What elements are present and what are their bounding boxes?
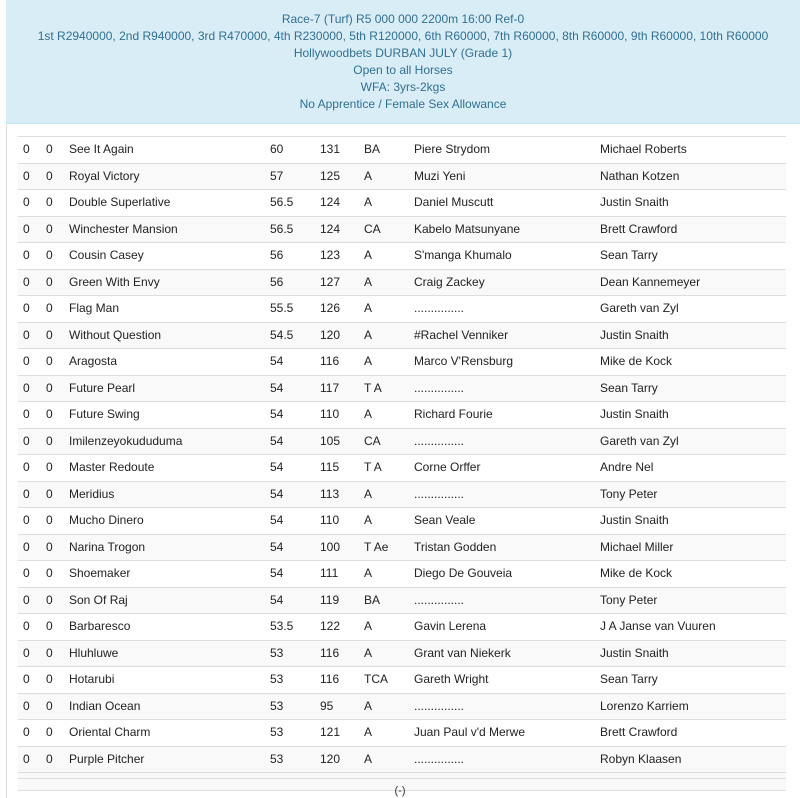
weight-cell: 56	[270, 248, 284, 262]
rating-cell: 117	[320, 380, 340, 395]
horse-name: Indian Ocean	[69, 698, 141, 713]
draw-cell: 0	[23, 221, 30, 236]
rating-cell: 122	[320, 619, 341, 633]
horse-name: Without Question	[69, 327, 162, 342]
jockey-name: Grant van Niekerk	[414, 645, 511, 660]
form-cell: 0	[46, 592, 53, 607]
form-cell: 0	[46, 539, 53, 554]
table-row	[18, 402, 786, 429]
table-row	[18, 137, 786, 164]
weight-cell: 54	[270, 592, 284, 607]
table-row	[18, 694, 786, 721]
gear-cell: A	[364, 301, 373, 315]
horse-name: Green With Envy	[69, 274, 160, 289]
gear-cell: A	[364, 619, 373, 633]
rating-cell: 110	[320, 407, 340, 421]
trainer-name: Sean Tarry	[600, 248, 658, 262]
horse-name: Future Swing	[69, 407, 140, 421]
form-cell: 0	[46, 221, 53, 236]
trainer-name: Michael Roberts	[600, 142, 687, 156]
trainer-name: Brett Crawford	[600, 221, 678, 236]
form-cell: 0	[46, 354, 53, 368]
table-row	[18, 190, 786, 217]
horse-name: Royal Victory	[69, 168, 140, 183]
weight-cell: 53.5	[270, 619, 294, 633]
trainer-name: J A Janse van Vuuren	[600, 619, 716, 633]
rating-cell: 125	[320, 168, 341, 183]
form-cell: 0	[46, 301, 53, 315]
table-row	[18, 641, 786, 668]
gear-cell: T A	[364, 460, 382, 474]
trainer-name: Justin Snaith	[600, 407, 669, 421]
jockey-name: Muzi Yeni	[414, 168, 466, 183]
weight-for-age: WFA: 3yrs-2kgs	[360, 80, 446, 94]
form-cell: 0	[46, 142, 53, 156]
rating-cell: 119	[320, 592, 340, 607]
weight-cell: 54	[270, 513, 284, 527]
jockey-name: ...............	[414, 592, 465, 607]
draw-cell: 0	[23, 751, 30, 766]
draw-cell: 0	[23, 698, 30, 713]
table-row	[18, 243, 786, 270]
weight-cell: 54	[270, 460, 284, 474]
horse-name: Mucho Dinero	[69, 513, 144, 527]
table-row	[18, 164, 786, 191]
rating-cell: 131	[320, 142, 341, 156]
weight-cell: 55.5	[270, 301, 294, 315]
gear-cell: BA	[364, 142, 381, 156]
form-cell: 0	[46, 672, 53, 686]
trainer-name: Mike de Kock	[600, 354, 673, 368]
table-row	[18, 667, 786, 694]
gear-cell: A	[364, 486, 373, 501]
form-cell: 0	[46, 698, 53, 713]
draw-cell: 0	[23, 672, 30, 686]
table-row	[18, 561, 786, 588]
gear-cell: A	[364, 566, 373, 580]
gear-cell: CA	[364, 221, 381, 236]
rating-cell: 127	[320, 274, 341, 289]
table-row	[18, 217, 786, 244]
draw-cell: 0	[23, 592, 30, 607]
rating-cell: 120	[320, 751, 341, 766]
draw-cell: 0	[23, 539, 30, 554]
form-cell: 0	[46, 486, 53, 501]
draw-cell: 0	[23, 142, 30, 156]
form-cell: 0	[46, 751, 53, 766]
draw-cell: 0	[23, 327, 30, 342]
jockey-name: Juan Paul v'd Merwe	[414, 725, 526, 739]
form-cell: 0	[46, 407, 53, 421]
horse-name: Future Pearl	[69, 380, 136, 395]
rating-cell: 121	[320, 725, 341, 739]
rating-cell: 126	[320, 301, 341, 315]
trainer-name: Michael Miller	[600, 539, 674, 554]
rating-cell: 116	[320, 354, 340, 368]
horse-name: Double Superlative	[69, 195, 171, 209]
trainer-name: Justin Snaith	[600, 513, 669, 527]
jockey-name: ...............	[414, 433, 465, 448]
trainer-name: Justin Snaith	[600, 645, 669, 660]
gear-cell: A	[364, 274, 373, 289]
gear-cell: TCA	[364, 672, 388, 686]
weight-cell: 57	[270, 168, 284, 183]
prize-money: 1st R2940000, 2nd R940000, 3rd R470000, 4th R230000, 5th R120000, 6th R60000, 7th R60000, 8th R60000, 9th R60000, 10th R60000	[37, 29, 769, 43]
rating-cell: 115	[320, 460, 340, 474]
rating-cell: 113	[320, 486, 340, 501]
horse-name: Meridius	[69, 486, 115, 501]
weight-cell: 53	[270, 751, 284, 766]
rating-cell: 123	[320, 248, 341, 262]
weight-cell: 56.5	[270, 221, 294, 236]
table-row	[18, 535, 786, 562]
horse-name: Narina Trogon	[69, 539, 146, 554]
weight-cell: 53	[270, 725, 284, 739]
weight-cell: 54	[270, 354, 284, 368]
gear-cell: A	[364, 698, 373, 713]
gear-cell: A	[364, 513, 373, 527]
trainer-name: Andre Nel	[600, 460, 654, 474]
horse-name: Flag Man	[69, 301, 120, 315]
form-cell: 0	[46, 380, 53, 395]
jockey-name: Richard Fourie	[414, 407, 493, 421]
jockey-name: Craig Zackey	[414, 274, 485, 289]
form-cell: 0	[46, 460, 53, 474]
draw-cell: 0	[23, 725, 30, 739]
table-row	[18, 429, 786, 456]
draw-cell: 0	[23, 645, 30, 660]
jockey-name: ...............	[414, 698, 465, 713]
horse-name: Imilenzeyokududuma	[69, 433, 183, 448]
draw-cell: 0	[23, 486, 30, 501]
trainer-name: Brett Crawford	[600, 725, 678, 739]
rating-cell: 124	[320, 221, 341, 236]
jockey-name: Gareth Wright	[414, 672, 489, 686]
form-cell: 0	[46, 327, 53, 342]
form-cell: 0	[46, 566, 53, 580]
weight-cell: 53	[270, 672, 284, 686]
table-row	[18, 720, 786, 747]
draw-cell: 0	[23, 168, 30, 183]
runners-table	[18, 136, 786, 791]
horse-name: Barbaresco	[69, 619, 131, 633]
race-info-banner	[6, 0, 800, 124]
table-row	[18, 376, 786, 403]
weight-cell: 53	[270, 698, 284, 713]
rating-cell: 116	[320, 645, 340, 660]
gear-cell: BA	[364, 592, 381, 607]
table-row	[18, 747, 786, 774]
rating-cell: 95	[320, 698, 334, 713]
trainer-name: Justin Snaith	[600, 327, 669, 342]
table-row	[18, 349, 786, 376]
jockey-name: Gavin Lerena	[414, 619, 487, 633]
trainer-name: Dean Kannemeyer	[600, 274, 701, 289]
form-cell: 0	[46, 619, 53, 633]
horse-name: Hotarubi	[69, 672, 115, 686]
gear-cell: A	[364, 725, 373, 739]
gear-cell: A	[364, 248, 373, 262]
horse-name: Purple Pitcher	[69, 751, 145, 766]
rating-cell: 111	[320, 566, 339, 580]
jockey-name: ...............	[414, 751, 465, 766]
table-row	[18, 508, 786, 535]
jockey-name: Sean Veale	[414, 513, 476, 527]
jockey-name: ...............	[414, 301, 465, 315]
draw-cell: 0	[23, 566, 30, 580]
horse-name: Oriental Charm	[69, 725, 151, 739]
table-row	[18, 270, 786, 297]
footer-text: (-)	[394, 785, 406, 797]
weight-cell: 56.5	[270, 195, 294, 209]
table-row	[18, 323, 786, 350]
trainer-name: Gareth van Zyl	[600, 301, 679, 315]
footer-divider	[18, 778, 786, 779]
jockey-name: S'manga Khumalo	[414, 248, 512, 262]
weight-cell: 60	[270, 142, 284, 156]
rating-cell: 116	[320, 672, 340, 686]
weight-cell: 53	[270, 645, 284, 660]
jockey-name: Diego De Gouveia	[414, 566, 513, 580]
form-cell: 0	[46, 513, 53, 527]
trainer-name: Robyn Klaasen	[600, 751, 682, 766]
gear-cell: A	[364, 195, 373, 209]
horse-name: Aragosta	[69, 354, 118, 368]
table-row	[18, 588, 786, 615]
trainer-name: Mike de Kock	[600, 566, 673, 580]
jockey-name: ...............	[414, 380, 465, 395]
horse-name: Master Redoute	[69, 460, 155, 474]
form-cell: 0	[46, 195, 53, 209]
gear-cell: T A	[364, 380, 382, 395]
trainer-name: Sean Tarry	[600, 380, 658, 395]
gear-cell: A	[364, 751, 373, 766]
draw-cell: 0	[23, 354, 30, 368]
draw-cell: 0	[23, 248, 30, 262]
trainer-name: Lorenzo Karriem	[600, 698, 689, 713]
trainer-name: Tony Peter	[600, 486, 658, 501]
race-title: Race-7 (Turf) R5 000 000 2200m 16:00 Ref-0	[281, 12, 525, 26]
rating-cell: 110	[320, 513, 340, 527]
draw-cell: 0	[23, 301, 30, 315]
jockey-name: Corne Orffer	[414, 460, 481, 474]
table-row	[18, 455, 786, 482]
weight-cell: 56	[270, 274, 284, 289]
gear-cell: A	[364, 645, 373, 660]
trainer-name: Sean Tarry	[600, 672, 658, 686]
jockey-name: #Rachel Venniker	[414, 327, 509, 342]
gear-cell: CA	[364, 433, 381, 448]
allowance-note: No Apprentice / Female Sex Allowance	[299, 97, 507, 111]
trainer-name: Nathan Kotzen	[600, 168, 680, 183]
draw-cell: 0	[23, 407, 30, 421]
table-row	[18, 482, 786, 509]
form-cell: 0	[46, 725, 53, 739]
form-cell: 0	[46, 274, 53, 289]
form-cell: 0	[46, 645, 53, 660]
trainer-name: Gareth van Zyl	[600, 433, 679, 448]
jockey-name: Marco V'Rensburg	[414, 354, 513, 368]
weight-cell: 54	[270, 566, 284, 580]
form-cell: 0	[46, 433, 53, 448]
draw-cell: 0	[23, 513, 30, 527]
weight-cell: 54	[270, 433, 284, 448]
draw-cell: 0	[23, 274, 30, 289]
weight-cell: 54.5	[270, 327, 294, 342]
draw-cell: 0	[23, 195, 30, 209]
form-cell: 0	[46, 248, 53, 262]
gear-cell: A	[364, 407, 373, 421]
table-row	[18, 296, 786, 323]
race-name: Hollywoodbets DURBAN JULY (Grade 1)	[293, 46, 513, 60]
trainer-name: Tony Peter	[600, 592, 658, 607]
weight-cell: 54	[270, 380, 284, 395]
weight-cell: 54	[270, 486, 284, 501]
form-cell: 0	[46, 168, 53, 183]
horse-name: Hluhluwe	[69, 645, 119, 660]
gear-cell: T Ae	[364, 539, 389, 554]
draw-cell: 0	[23, 619, 30, 633]
weight-cell: 54	[270, 407, 284, 421]
gear-cell: A	[364, 354, 373, 368]
gear-cell: A	[364, 168, 373, 183]
rating-cell: 124	[320, 195, 341, 209]
jockey-name: Daniel Muscutt	[414, 195, 494, 209]
table-row	[18, 614, 786, 641]
horse-name: Winchester Mansion	[69, 221, 178, 236]
draw-cell: 0	[23, 460, 30, 474]
horse-name: Shoemaker	[69, 566, 131, 580]
jockey-name: Tristan Godden	[414, 539, 497, 554]
rating-cell: 105	[320, 433, 341, 448]
horse-name: See It Again	[69, 142, 134, 156]
jockey-name: Piere Strydom	[414, 142, 491, 156]
rating-cell: 120	[320, 327, 341, 342]
race-eligibility: Open to all Horses	[353, 63, 453, 77]
rating-cell: 100	[320, 539, 341, 554]
jockey-name: ...............	[414, 486, 465, 501]
gear-cell: A	[364, 327, 373, 342]
horse-name: Son Of Raj	[69, 592, 128, 607]
horse-name: Cousin Casey	[69, 248, 144, 262]
draw-cell: 0	[23, 433, 30, 448]
jockey-name: Kabelo Matsunyane	[414, 221, 521, 236]
trainer-name: Justin Snaith	[600, 195, 669, 209]
draw-cell: 0	[23, 380, 30, 395]
weight-cell: 54	[270, 539, 284, 554]
